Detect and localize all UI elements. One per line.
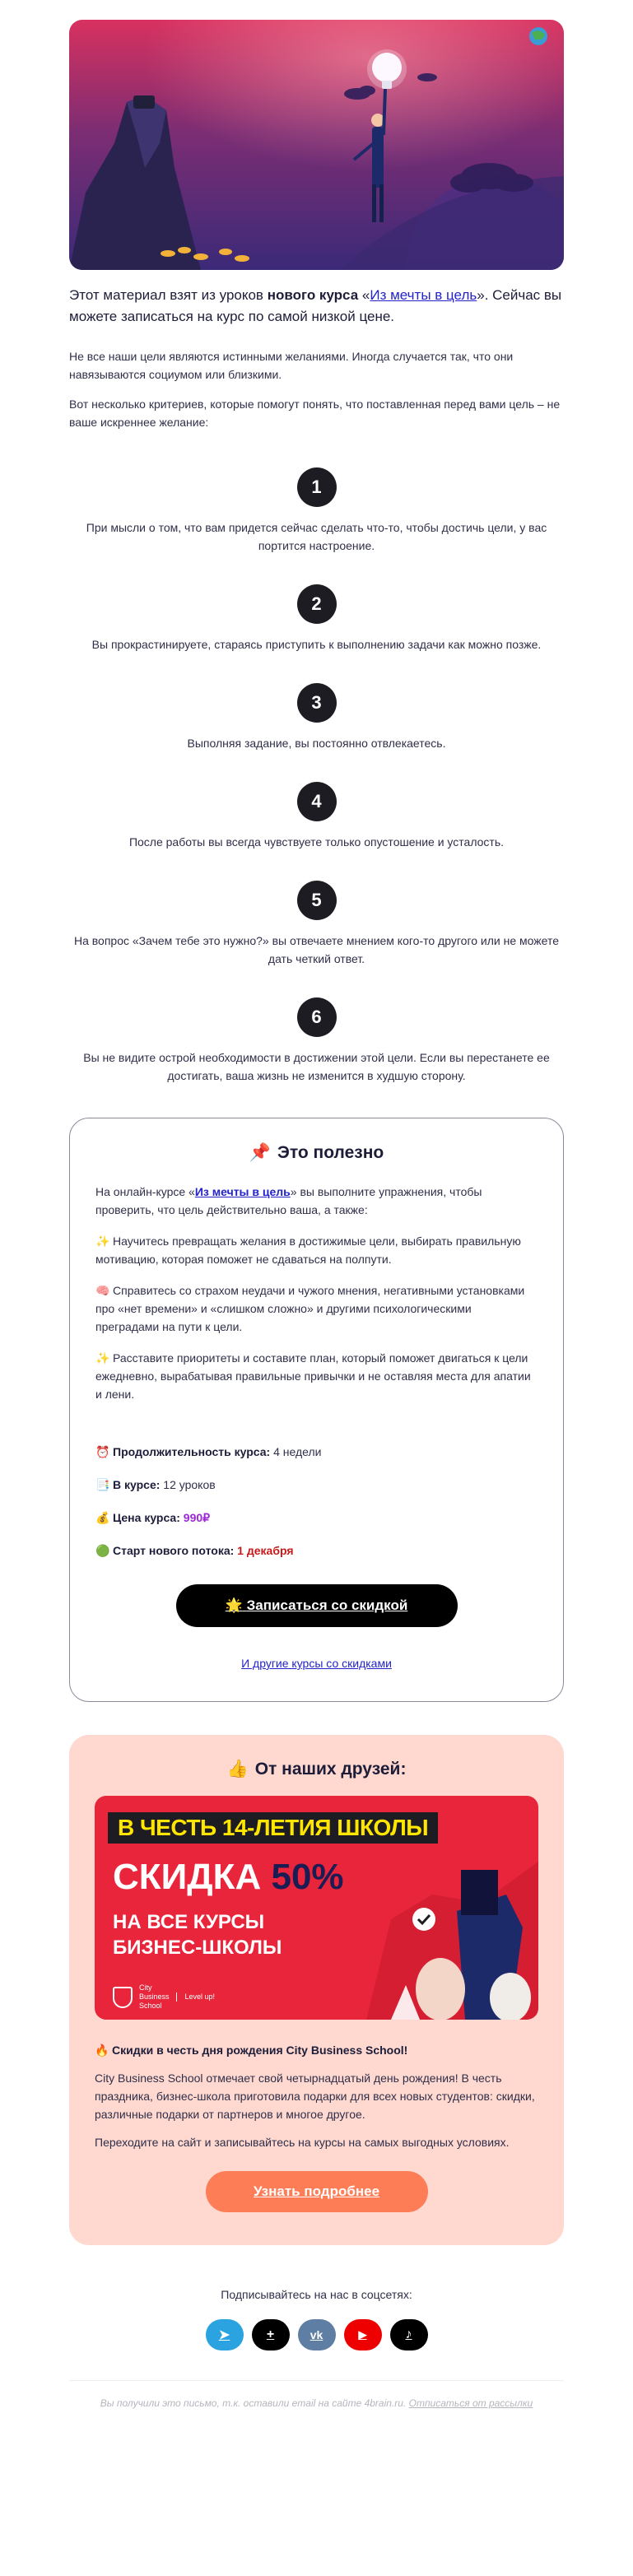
criterion-text: При мысли о том, что вам придется сейчас сделать что-то, чтобы достичь цели, у вас портится настроение. (86, 521, 547, 552)
vk-icon[interactable]: vk (298, 2319, 336, 2350)
learn-more-button[interactable]: Узнать подробнее (206, 2171, 428, 2212)
criterion-text: После работы вы всегда чувствуете только опустошение и усталость. (128, 835, 505, 849)
criterion-4 (69, 782, 564, 851)
criterion-number: 1 (297, 467, 337, 507)
green-circle-icon: 🟢 (95, 1544, 110, 1557)
friends-title (95, 1760, 538, 1779)
promo-logo (113, 1983, 215, 2011)
meta-label: Продолжительность курса: (113, 1445, 271, 1458)
sparkles-icon: ✨ (95, 1351, 110, 1365)
telegram-icon[interactable]: ➤ (206, 2319, 244, 2350)
intro-paragraph-1: Не все наши цели являются истинными желаниями. Иногда случается так, что они навязываются социумом или близкими. (69, 350, 514, 381)
lead-text: Этот материал взят из уроков (69, 287, 268, 303)
meta-duration (95, 1443, 538, 1461)
promo-line: НА ВСЕ КУРСЫ (113, 1911, 265, 1933)
friends-paragraph-2: Переходите на сайт и записывайтесь на курсы на самых выгодных условиях. (95, 2136, 510, 2149)
promo-subtitle (113, 1909, 282, 1960)
course-link[interactable]: Из мечты в цель (194, 1185, 291, 1198)
useful-point-1 (95, 1232, 538, 1268)
star-icon: 🌟 (225, 1597, 243, 1613)
youtube-icon[interactable]: ▶ (344, 2319, 382, 2350)
friends-title-text: От наших друзей: (254, 1760, 407, 1779)
promo-banner[interactable] (95, 1796, 538, 2020)
alarm-clock-icon: ⏰ (95, 1445, 110, 1458)
other-courses-link[interactable]: И другие курсы со скидками (241, 1657, 392, 1670)
friends-headline (95, 2041, 538, 2059)
lead-text: « (358, 287, 370, 303)
useful-point-text: Справитесь со страхом неудачи и чужого мнения, негативными установками про «нет времени» и «слишком сложно» и другими психологическими преградами на пути к цели. (95, 1284, 525, 1333)
friends-paragraph-1: City Business School отмечает свой четырнадцатый день рождения! В честь праздника, бизнес-школа приготовила подарки для всех новых студентов: скидки, различные подарки от партнеров и многое другое. (95, 2071, 535, 2121)
useful-point-text: Расставите приоритеты и составите план, который поможет двигаться к цели ежедневно, вырабатывая правильные привычки и не оставляя места для апатии и лени. (95, 1351, 531, 1401)
hero-illustration (69, 20, 564, 270)
criterion-6 (69, 997, 564, 1085)
meta-start (95, 1541, 538, 1560)
promo-discount (113, 1857, 344, 1898)
meta-price (95, 1509, 538, 1527)
meta-label: Старт нового потока: (113, 1544, 235, 1557)
unsubscribe-link[interactable]: Отписаться от рассылки (408, 2397, 533, 2409)
meta-value: 12 уроков (163, 1478, 216, 1491)
meta-lessons (95, 1476, 538, 1494)
promo-level: Level up! (176, 1992, 216, 2002)
start-date-value: 1 декабря (237, 1544, 294, 1557)
brain-icon: 🧠 (95, 1284, 110, 1297)
criterion-number: 4 (297, 782, 337, 821)
criterion-number: 5 (297, 881, 337, 920)
criterion-3 (69, 683, 564, 752)
plus-icon[interactable]: + (252, 2319, 290, 2350)
criterion-2 (69, 584, 564, 653)
useful-title-text: Это полезно (277, 1143, 384, 1162)
footer (69, 2380, 564, 2409)
course-link[interactable]: Из мечты в цель (370, 287, 477, 303)
pushpin-icon: 📌 (249, 1143, 271, 1162)
lead-paragraph (69, 285, 564, 328)
criterion-text: Выполняя задание, вы постоянно отвлекаетесь. (187, 737, 446, 750)
meta-value: 4 недели (273, 1445, 322, 1458)
logo-line: City (139, 1983, 152, 1992)
meta-label: Цена курса: (113, 1511, 180, 1524)
useful-intro-text: На онлайн-курсе « (95, 1185, 195, 1198)
intro-paragraph-2: Вот несколько критериев, которые помогут понять, что поставленная перед вами цель – не ваше искреннее желание: (69, 398, 561, 429)
friends-block (69, 1735, 564, 2245)
lead-text: ». Сейчас вы можете записаться на курс по самой низкой цене. (69, 287, 562, 324)
criterion-text: На вопрос «Зачем тебе это нужно?» вы отвечаете мнением кого-то другого или не можете дать четкий ответ. (73, 934, 560, 965)
useful-point-text: Научитесь превращать желания в достижимые цели, выбирать правильную мотивацию, которая поможет не сдаваться на полпути. (95, 1235, 521, 1266)
promo-discount-word: СКИДКА (113, 1857, 272, 1897)
lead-bold: нового курса (267, 287, 359, 303)
fire-icon: 🔥 (95, 2044, 109, 2057)
criterion-text: Вы не видите острой необходимости в достижении этой цели. Если вы перестанете ее достигать, ваша жизнь не изменится в худшую сторону. (83, 1051, 550, 1082)
price-value: 990₽ (183, 1511, 211, 1524)
criterion-number: 6 (297, 997, 337, 1037)
useful-point-3 (95, 1349, 538, 1403)
criterion-text: Вы прокрастинируете, стараясь приступить к выполнению задачи как можно позже. (91, 638, 542, 651)
promo-logo-text (139, 1983, 170, 2011)
email-page (0, 20, 633, 2409)
useful-point-2 (95, 1281, 538, 1336)
sparkles-icon: ✨ (95, 1235, 110, 1248)
criterion-1 (69, 467, 564, 555)
other-courses (95, 1657, 538, 1670)
bookmark-tabs-icon: 📑 (95, 1478, 110, 1491)
logo-line: Business (139, 1992, 170, 2001)
criterion-number: 3 (297, 683, 337, 723)
promo-discount-percent: 50% (271, 1857, 344, 1897)
tiktok-icon[interactable]: ♪ (390, 2319, 428, 2350)
useful-title (95, 1143, 538, 1163)
footer-text: Вы получили это письмо, т.к. оставили email на сайте 4brain.ru. (100, 2397, 409, 2409)
thumbs-up-icon: 👍 (226, 1760, 249, 1779)
useful-card (69, 1118, 564, 1702)
promo-line: БИЗНЕС-ШКОЛЫ (113, 1937, 282, 1959)
logo-line: School (139, 2002, 162, 2010)
meta-label: В курсе: (113, 1478, 161, 1491)
enroll-discount-button[interactable] (176, 1584, 458, 1627)
money-bag-icon: 💰 (95, 1511, 110, 1524)
friends-headline-text: Скидки в честь дня рождения City Business School! (112, 2044, 408, 2057)
promo-anniversary: В ЧЕСТЬ 14-ЛЕТИЯ ШКОЛЫ (108, 1812, 438, 1844)
enroll-discount-label: Записаться со скидкой (246, 1597, 408, 1613)
useful-intro-text: » вы выполните упражнения, чтобы проверить, что цель действительно ваша, а также: (95, 1185, 482, 1216)
email-content (69, 20, 564, 2409)
school-emblem-icon (113, 1987, 133, 2008)
useful-intro (95, 1183, 538, 1219)
criterion-number: 2 (297, 584, 337, 624)
social-links (69, 2319, 564, 2350)
social-title: Подписывайтесь на нас в соцсетях: (221, 2288, 412, 2301)
criterion-5 (69, 881, 564, 968)
